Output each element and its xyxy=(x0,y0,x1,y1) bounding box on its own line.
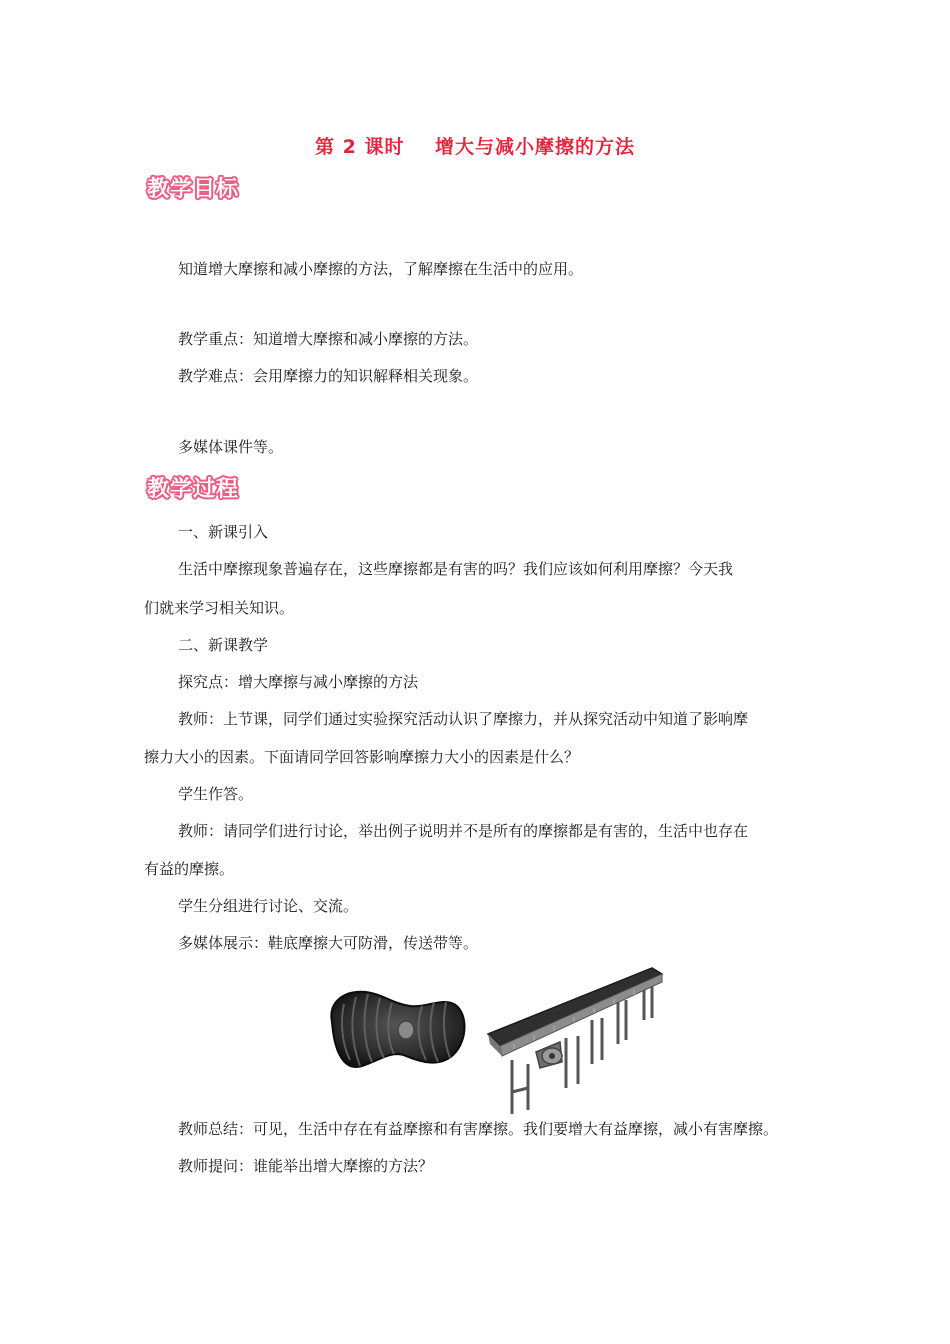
conveyor-belt-image xyxy=(484,964,666,1118)
student-text-2: 学生分组进行讨论、交流。 xyxy=(178,897,359,915)
section-heading-intro: 一、新课引入 xyxy=(178,523,269,541)
teacher-text-2-line2: 有益的摩擦。 xyxy=(144,860,235,878)
banner-dots xyxy=(273,191,533,194)
student-text-1: 学生作答。 xyxy=(178,785,254,803)
page-title: 第 2 课时 增大与减小摩擦的方法 xyxy=(315,136,635,158)
goal-text: 知道增大摩擦和减小摩擦的方法，了解摩擦在生活中的应用。 xyxy=(178,260,584,278)
explore-point: 探究点：增大摩擦与减小摩擦的方法 xyxy=(178,673,419,691)
teacher-text-1-line2: 擦力大小的因素。下面请同学回答影响摩擦力大小的因素是什么？ xyxy=(144,748,580,766)
shoe-sole-image xyxy=(322,982,470,1074)
intro-text-line1: 生活中摩擦现象普遍存在，这些摩擦都是有害的吗？我们应该如何利用摩擦？今天我 xyxy=(178,560,734,578)
section-banner-goals xyxy=(143,172,535,202)
banner-label: 教学目标 xyxy=(147,177,240,202)
intro-text-line2: 们就来学习相关知识。 xyxy=(144,599,295,617)
teacher-text-1-line1: 教师：上节课，同学们通过实验探究活动认识了摩擦力，并从探究活动中知道了影响摩 xyxy=(178,710,749,728)
materials: 多媒体课件等。 xyxy=(178,438,284,456)
banner-label: 教学过程 xyxy=(147,477,240,502)
teacher-question: 教师提问：谁能举出增大摩擦的方法？ xyxy=(178,1157,434,1175)
teacher-text-2-line1: 教师：请同学们进行讨论，举出例子说明并不是所有的摩擦都是有害的，生活中也存在 xyxy=(178,822,749,840)
section-heading-teaching: 二、新课教学 xyxy=(178,636,269,654)
section-banner-process xyxy=(143,472,535,502)
media-text: 多媒体展示：鞋底摩擦大可防滑，传送带等。 xyxy=(178,934,479,952)
banner-dots xyxy=(273,491,533,494)
key-point: 教学重点：知道增大摩擦和减小摩擦的方法。 xyxy=(178,330,479,348)
teacher-summary: 教师总结：可见，生活中存在有益摩擦和有害摩擦。我们要增大有益摩擦，减小有害摩擦。 xyxy=(178,1120,779,1138)
difficulty: 教学难点：会用摩擦力的知识解释相关现象。 xyxy=(178,367,479,385)
